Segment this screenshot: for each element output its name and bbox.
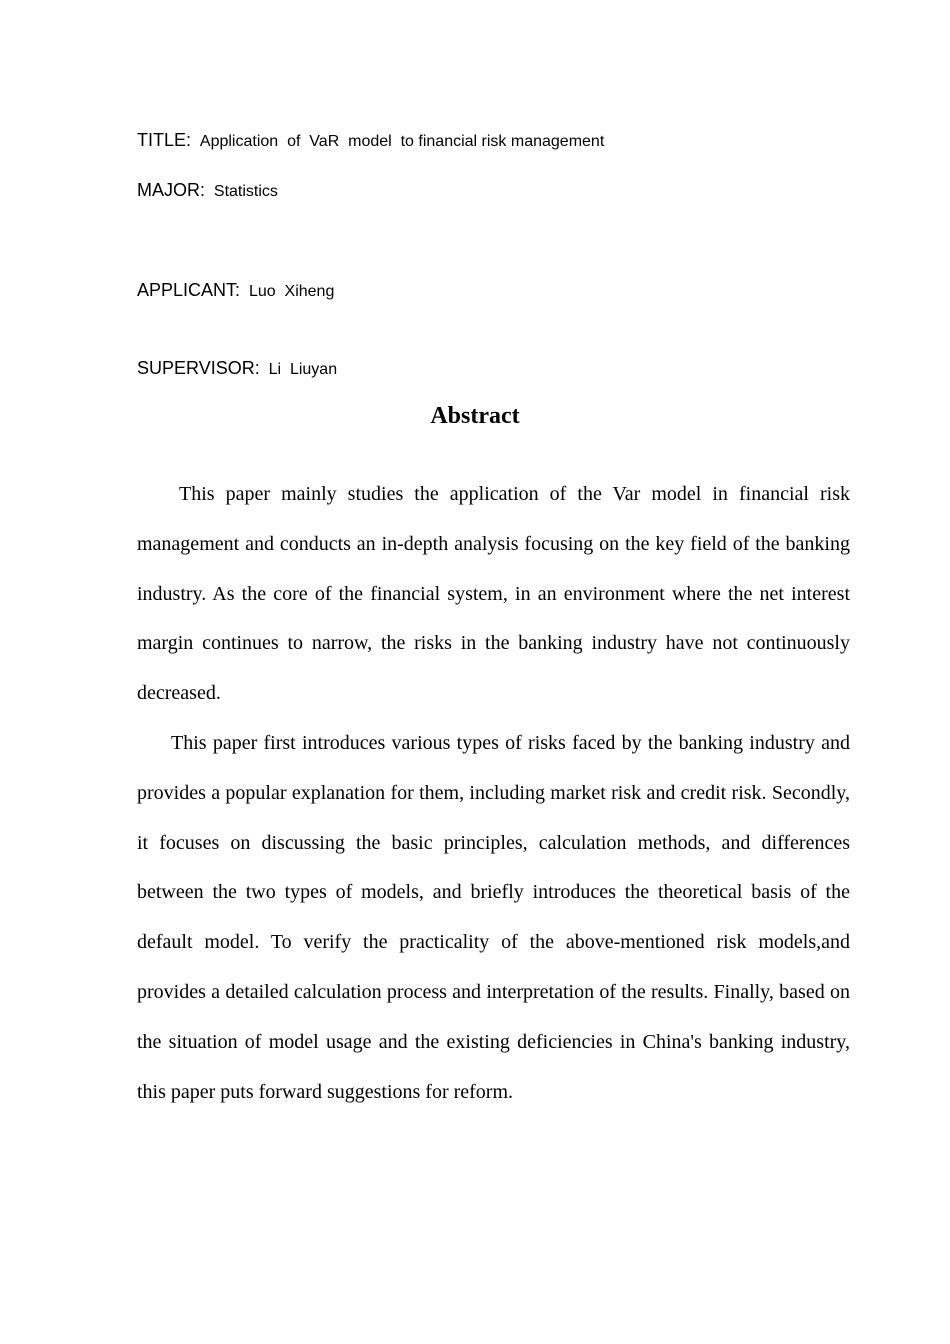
supervisor-line bbox=[137, 359, 337, 378]
abstract-paragraph-1: This paper mainly studies the application of the Var model in financial risk management and conducts an in-depth analysis focusing on the key field of the banking industry. As the core of the financial system, in an environment where the net interest margin continues to narrow, the risks in the banking industry have not continuously decreased. bbox=[137, 483, 850, 705]
title-label: TITLE: bbox=[137, 130, 192, 150]
supervisor-value: Li Liuyan bbox=[268, 361, 338, 378]
title-value: Application of VaR model to financial risk management bbox=[199, 133, 605, 150]
abstract-heading: Abstract bbox=[430, 403, 520, 429]
abstract-paragraph-2: This paper first introduces various types of risks faced by the banking industry and provides a popular explanation for them, including market risk and credit risk. Secondly, it focuses on discussing the basic principles, calculation methods, and differences between the two types of models, and briefly introduces the theoretical basis of the default model. To verify the practicality of the above-mentioned risk models,and provides a detailed calculation process and interpretation of the results. Finally, based on the situation of model usage and the existing deficiencies in China's banking industry, this paper puts forward suggestions for reform. bbox=[137, 731, 850, 1103]
applicant-value: Luo Xiheng bbox=[248, 283, 335, 300]
abstract-body bbox=[137, 470, 850, 1117]
title-line bbox=[137, 131, 604, 150]
supervisor-label: SUPERVISOR: bbox=[137, 358, 260, 378]
major-line bbox=[137, 181, 278, 200]
major-label: MAJOR: bbox=[137, 180, 206, 200]
major-value: Statistics bbox=[213, 183, 278, 200]
applicant-label: APPLICANT: bbox=[137, 280, 241, 300]
applicant-line bbox=[137, 281, 334, 300]
